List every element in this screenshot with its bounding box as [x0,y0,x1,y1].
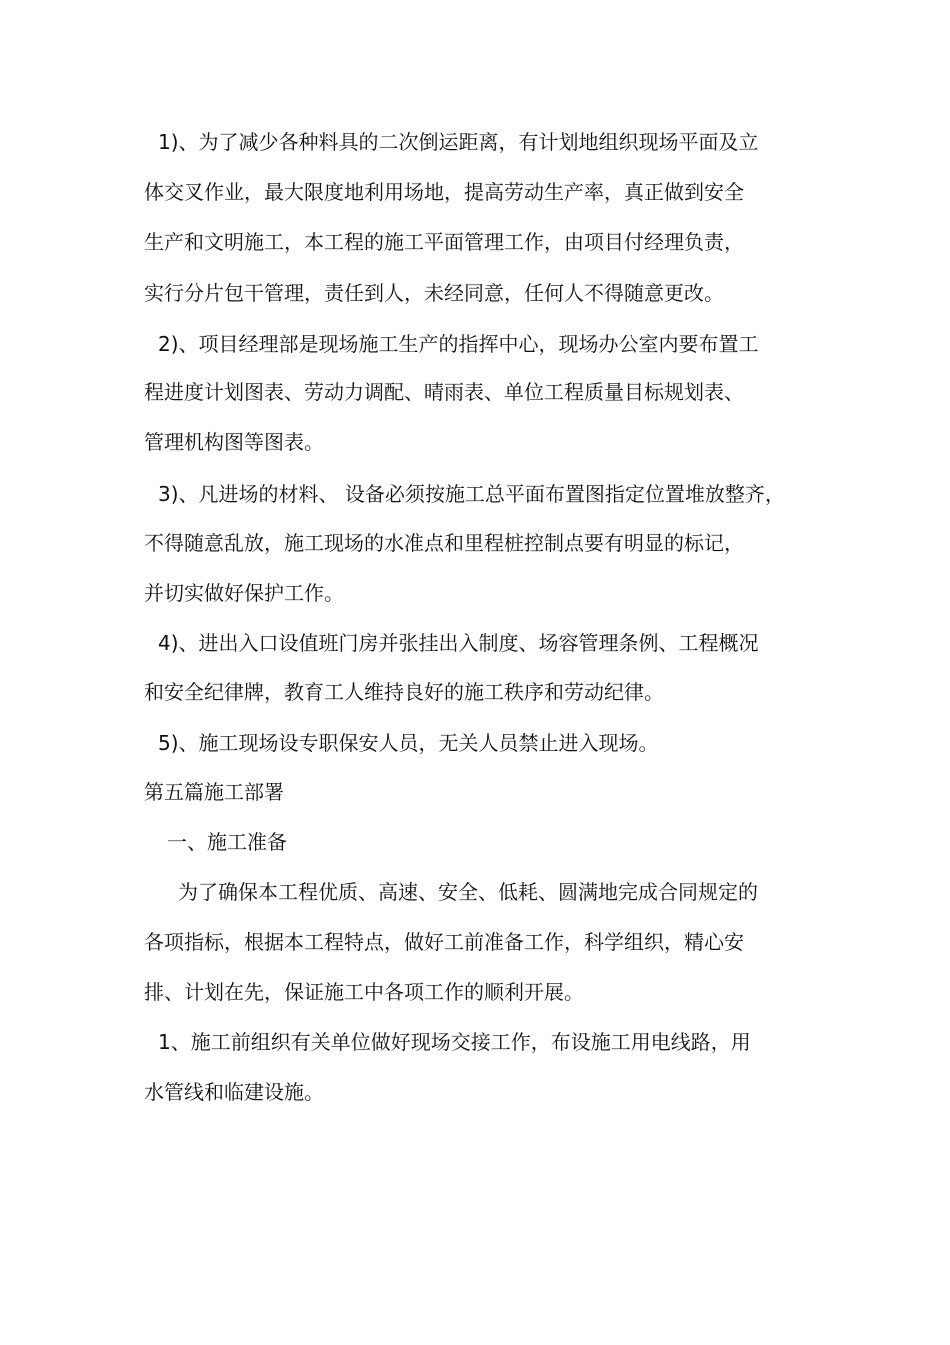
section-heading: 第五篇施工部署 [144,780,284,804]
text-line: 1)、为了减少各种料具的二次倒运距离，有计划地组织现场平面及立 [158,130,759,154]
text-line: 程进度计划图表、劳动力调配、晴雨表、单位工程质量目标规划表、 [144,380,744,404]
text-line: 5)、施工现场设专职保安人员，无关人员禁止进入现场。 [158,731,659,755]
text-line: 1、施工前组织有关单位做好现场交接工作，布设施工用电线路，用 [158,1030,751,1054]
text-line: 各项指标，根据本工程特点，做好工前准备工作，科学组织，精心安 [144,930,744,954]
subsection-heading: 一、施工准备 [167,830,287,854]
text-line: 2)、项目经理部是现场施工生产的指挥中心，现场办公室内要布置工 [158,332,759,356]
text-line: 生产和文明施工，本工程的施工平面管理工作，由项目付经理负责， [144,230,744,254]
text-line: 和安全纪律牌，教育工人维持良好的施工秩序和劳动纪律。 [144,680,664,704]
text-line: 体交叉作业，最大限度地利用场地，提高劳动生产率，真正做到安全 [144,180,744,204]
text-line: 不得随意乱放，施工现场的水准点和里程桩控制点要有明显的标记， [144,531,744,555]
text-line: 管理机构图等图表。 [144,430,324,454]
text-line: 实行分片包干管理，责任到人，未经同意，任何人不得随意更改。 [144,281,724,305]
text-line: 水管线和临建设施。 [144,1080,324,1104]
text-line: 并切实做好保护工作。 [144,581,344,605]
text-line: 3)、凡进场的材料、 设备必须按施工总平面布置图指定位置堆放整齐， [158,482,785,506]
text-line: 排、计划在先，保证施工中各项工作的顺利开展。 [144,980,584,1004]
text-line: 4)、进出入口设值班门房并张挂出入制度、场容管理条例、工程概况 [158,631,759,655]
text-line: 为了确保本工程优质、高速、安全、低耗、圆满地完成合同规定的 [178,880,758,904]
